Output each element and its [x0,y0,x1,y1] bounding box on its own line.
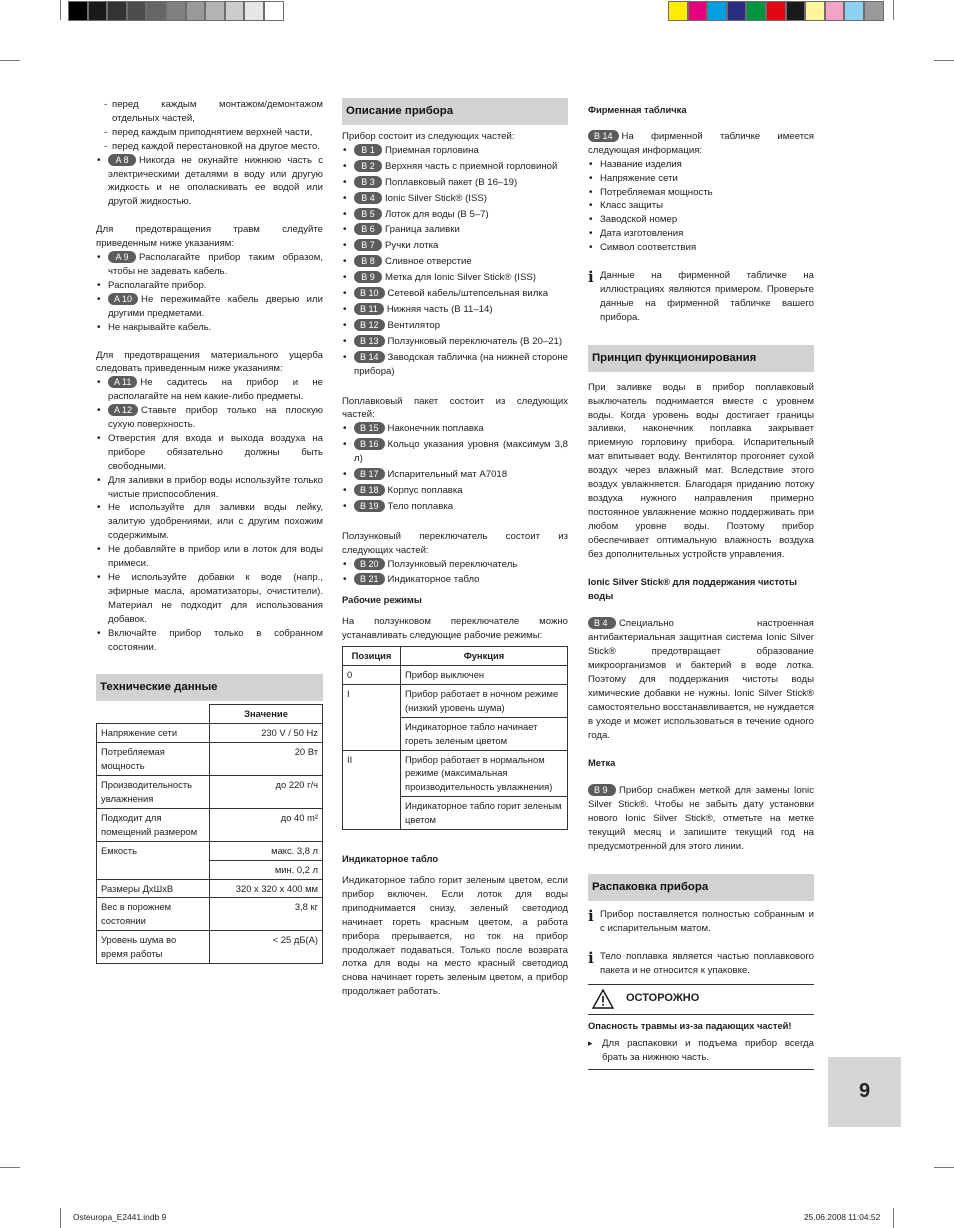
modes-header-position: Позиция [343,647,401,666]
ref-tag: B 10 [354,287,385,299]
ref-tag: A 11 [108,376,137,388]
damage-item [96,501,323,543]
tech-row [97,841,323,860]
ref-tag: B 18 [354,484,385,496]
unpack-note-2-text: Тело поплавка является частью поплавкового пакета и не относится к упаковке. [600,950,814,976]
color-swatch [805,1,825,21]
damage-item-text: Включайте прибор только в собранном состоянии. [108,627,323,653]
ref-tag: B 6 [354,223,382,235]
mark-heading: Метка [588,757,616,769]
plate-item: • Символ соответствия [588,241,814,255]
switch-part-item [342,573,568,587]
part-item [342,255,568,269]
part-item-text: Поплавковый пакет (B 16–19) [385,176,518,188]
part-item [342,160,568,174]
float-part-item [342,438,568,466]
part-item [342,208,568,222]
modes-row [343,666,568,685]
plate-item: • Класс защиты [588,199,814,213]
device-description-heading: Описание прибора [342,98,568,125]
part-item-text: Сетевой кабель/штепсельная вилка [387,288,549,300]
damage-item [96,404,323,432]
warning-triangle-icon [592,989,614,1009]
damage-item [96,571,323,627]
color-swatch [688,1,708,21]
tech-value: макс. 3,8 л [210,841,323,860]
ref-tag: B 4 [354,192,382,204]
unpack-note-2 [588,950,814,978]
tech-value: 320 x 320 x 400 мм [210,879,323,898]
ref-tag: A 9 [108,251,136,263]
part-item-text: Заводская табличка (на нижней стороне прибора) [354,351,568,377]
plate-item: • Название изделия [588,158,814,172]
column-right [588,98,814,1070]
tech-value: < 25 дБ(А) [210,931,323,964]
part-item [342,303,568,317]
injury-item-text: Не накрывайте кабель. [108,321,212,333]
mark-text: Прибор снабжен меткой для замены Ionic Silver Stick®. Чтобы не забыть дату установки нового Ionic Silver Stick®, отметьте на метке текущий месяц и запишите текущий год на предусмотренной для этого линии. [588,785,814,852]
tech-data-table [96,704,323,964]
crop-mark [893,0,894,20]
modes-row [343,684,568,717]
cmyk-color-bar [668,1,884,21]
mode-position: II [343,750,401,830]
tech-value: до 220 г/ч [210,776,323,809]
color-swatch [766,1,786,21]
part-item-text: Метка для Ionic Silver Stick® (ISS) [385,272,536,284]
damage-item [96,376,323,404]
parts-list [342,144,568,379]
ref-tag: B 2 [354,160,382,172]
info-icon: i [588,906,594,925]
switch-parts-list [342,558,568,588]
float-part-item [342,484,568,498]
damage-item-text: Не используйте для заливки воды лейку, залитую удобрениями, или с другим похожим содержимым. [108,502,323,542]
info-icon: i [588,948,594,967]
float-part-item [342,500,568,514]
iss-paragraph [588,617,814,742]
float-part-item-text: Кольцо указания уровня (максимум 3,8 л) [354,439,568,465]
mode-function: Прибор работает в нормальном режиме (максимальная производительность увлажнения) [401,750,568,797]
switch-part-item-text: Ползунковый переключатель [387,558,518,570]
ref-tag: B 20 [354,558,385,570]
gray-swatch [225,1,245,21]
mode-function: Индикаторное табло горит зеленым цветом [401,797,568,830]
crop-mark [0,1167,20,1168]
damage-item-text: Не добавляйте в прибор или в лоток для воды примеси. [108,544,323,570]
part-item [342,223,568,237]
color-swatch [707,1,727,21]
tech-row [97,879,323,898]
crop-mark [934,60,954,61]
mark-paragraph [588,784,814,854]
mode-function: Индикаторное табло начинает гореть зеленым цветом [401,717,568,750]
tech-data-heading: Технические данные [96,674,323,701]
part-item [342,335,568,349]
color-swatch [746,1,766,21]
color-swatch [727,1,747,21]
unpacking-heading: Распаковка прибора [588,874,814,901]
damage-item [96,627,323,655]
plate-item: • Потребляемая мощность [588,186,814,200]
principle-heading: Принцип функционирования [588,345,814,372]
gray-swatch [166,1,186,21]
tech-label: Подходит для помещений размером [97,808,210,841]
gray-swatch [127,1,147,21]
plate-intro-text: На фирменной табличке имеется следующая информация: [588,130,814,156]
crop-mark [893,1208,894,1228]
injury-item [96,293,323,321]
damage-item [96,432,323,474]
indicator-text: Индикаторное табло горит зеленым цветом, если прибор включен. Если лоток для воды приподнимается снизу, зеленый светодиод начинает гореть красным цветом, а работа прибора прерывается, но ток на прибор продолжает подаваться. Только после возврата лотка для воды на место красный светодиод снова начинает гореть зеленым цветом, а прибор продолжает работать. [342,874,568,998]
gray-swatch [88,1,108,21]
part-item-text: Ручки лотка [385,240,439,252]
tech-value: 3,8 кг [210,898,323,931]
gray-swatch [205,1,225,21]
float-part-item [342,422,568,436]
part-item-text: Ionic Silver Stick® (ISS) [385,192,487,204]
plate-intro [588,130,814,158]
plate-heading: Фирменная табличка [588,104,687,115]
injury-intro: Для предотвращения травм следуйте приведенным ниже указаниям: [96,224,323,250]
tech-row [97,808,323,841]
dash-item: - перед каждой перестановкой на другое место. [96,140,323,154]
color-swatch [825,1,845,21]
gray-swatch [264,1,284,21]
principle-text: При заливке воды в прибор поплавковый выключатель поднимается вместе с уровнем воды. Когда уровень воды достигает границы заливки, наконечник поплавка закрывает приемную горловину прибора. Испарительный мат впитывает воду. Вентилятор прогоняет сухой воздух через влажный мат. Вследствие этого воздух увлажняется. Благодаря приданию потоку воздуха нужного направления примерно постоянное увлажнение можно поддерживать при любом уровне воды. Поэтому прибор обеспечивает оптимальную влажность воздуха без дополнительных устройств управления. [588,381,814,560]
switch-intro: Ползунковый переключатель состоит из следующих частей: [342,530,568,556]
ref-tag: B 3 [354,176,382,188]
part-item [342,176,568,190]
ref-tag: B 9 [588,784,616,796]
switch-part-item [342,558,568,572]
tech-value: 230 V / 50 Hz [210,724,323,743]
unpack-note-1-text: Прибор поставляется полностью собранным и с испарительным матом. [600,908,814,934]
plate-item: • Дата изготовления [588,227,814,241]
modes-header-function: Функция [401,647,568,666]
float-part-item [342,468,568,482]
part-item-text: Ползунковый переключатель (B 20–21) [387,335,563,347]
crop-mark [934,1167,954,1168]
part-item [342,144,568,158]
tech-label: Емкость [97,841,210,860]
injury-item-text: Располагайте прибор таким образом, чтобы не задевать кабель. [108,252,323,277]
gray-swatch [68,1,88,21]
mode-position: 0 [343,666,401,685]
damage-item-text: Не садитесь на прибор и не располагайте на нем какие-либо предметы. [108,377,323,403]
plate-note-text: Данные на фирменной табличке на иллюстрациях являются примером. Проверьте данные на фирменной табличке вашего прибора. [600,270,814,323]
damage-intro: Для предотвращения материального ущерба следовать приведенным ниже указаниям: [96,349,323,375]
modes-row [343,750,568,797]
ref-tag: B 17 [354,468,385,480]
ref-tag: B 19 [354,500,385,512]
injury-list [96,251,323,334]
modes-heading: Рабочие режимы [342,594,422,606]
ref-tag: A 8 [108,154,136,166]
mode-function: Прибор работает в ночном режиме (низкий уровень шума) [401,684,568,717]
ref-tag: B 7 [354,239,382,251]
injury-item [96,251,323,279]
color-swatch [844,1,864,21]
tech-header-value: Значение [210,705,323,724]
iss-heading: Ionic Silver Stick® для поддержания чистоты воды [588,576,797,602]
gray-swatch [146,1,166,21]
parts-intro: Прибор состоит из следующих частей: [342,131,515,142]
tech-row [97,931,323,964]
damage-item-text: Для заливки в прибор воды используйте только чистые приспособления. [108,474,323,500]
ref-tag: B 16 [354,438,385,450]
damage-list [96,376,323,654]
tech-label [97,860,210,879]
ref-tag: B 8 [354,255,382,267]
gray-swatch [107,1,127,21]
dash-item: - перед каждым монтажом/демонтажом отдельных частей, [96,98,323,126]
part-item-text: Граница заливки [385,224,460,236]
caution-title: ОСТОРОЖНО [626,992,700,1005]
injury-item-text: Не пережимайте кабель дверью или другими предметами. [108,293,323,319]
part-item-text: Верхняя часть с приемной горловиной [385,160,558,172]
mode-function: Прибор выключен [401,666,568,685]
part-item-text: Лоток для воды (B 5–7) [385,208,489,220]
tech-value: мин. 0,2 л [210,860,323,879]
ref-tag: A 12 [108,404,138,416]
float-part-item-text: Испарительный мат A7018 [387,469,508,481]
plate-info-list [588,158,814,255]
caution-instruction: ▸ Для распаковки и подъема прибор всегда брать за нижнюю часть. [588,1037,814,1065]
column-middle [342,98,568,999]
part-item [342,287,568,301]
footer-timestamp: 25.06.2008 11:04:52 [804,1212,881,1222]
tech-row [97,776,323,809]
dash-item: - перед каждым приподнятием верхней части, [96,126,323,140]
ref-tag: B 14 [588,130,619,142]
injury-item [96,279,323,293]
tech-label: Потребляемая мощность [97,743,210,776]
ref-tag: B 11 [354,303,384,315]
ref-tag: B 14 [354,351,385,363]
caution-banner [588,984,814,1015]
tech-value: до 40 m² [210,808,323,841]
float-parts-list [342,422,568,513]
column-left [96,98,323,964]
part-item [342,192,568,206]
ref-tag: B 21 [354,573,385,585]
unpack-note-1 [588,908,814,936]
crop-mark [60,1208,61,1228]
gray-swatch [244,1,264,21]
iss-text: Специально настроенная антибактериальная защитная система Ionic Silver Stick® предотвращает образование микроорганизмов и бактерий в воде лотка. Поэтому для поддержания чистоты воды химические добавки не нужны. Ionic Silver Stick® самостоятельно восстанавливается, не нуждается в уходе и может использоваться в течение одного года. [588,618,814,741]
part-item [342,239,568,253]
ref-tag: B 9 [354,271,382,283]
tech-label: Напряжение сети [97,724,210,743]
intro-dash-list [96,98,323,154]
part-item-text: Приемная горловина [385,144,479,156]
gray-swatch [186,1,206,21]
color-swatch [786,1,806,21]
mode-position: I [343,684,401,750]
info-icon: i [588,268,594,287]
float-part-item-text: Корпус поплавка [387,484,463,496]
tech-row [97,743,323,776]
color-swatch [864,1,884,21]
ref-tag: B 4 [588,617,616,629]
injury-item-text: Располагайте прибор. [108,279,207,291]
part-item-text: Нижняя часть (B 11–14) [386,303,493,315]
plate-item: • Напряжение сети [588,172,814,186]
part-item [342,351,568,379]
float-part-item-text: Наконечник поплавка [387,423,484,435]
tech-label: Вес в порожнем состоянии [97,898,210,931]
ref-tag: B 5 [354,208,382,220]
tech-row [97,724,323,743]
damage-item-text: Отверстия для входа и выхода воздуха на приборе обязательно должны быть свободными. [108,432,323,472]
float-part-item-text: Тело поплавка [387,500,454,512]
damage-item [96,543,323,571]
part-item-text: Вентилятор [387,319,441,331]
ref-tag: B 13 [354,335,385,347]
modes-intro: На ползунковом переключателе можно устанавливать следующие рабочие режимы: [342,616,568,642]
page-number: 9 [828,1057,901,1127]
ref-tag: A 10 [108,293,138,305]
color-swatch [668,1,688,21]
damage-item-text: Не используйте добавки к воде (напр., эфирные масла, ароматизаторы, очистители). Материал не подходит для использования добавок. [108,572,323,625]
a8-text: Никогда не окунайте нижнюю часть с электрическими деталями в воду или другую жидкость и не ополаскивать ее водой или другой жидкостью. [108,154,323,208]
part-item [342,319,568,333]
plate-note [588,269,814,325]
footer-file: Osteuropa_E2441.indb 9 [73,1212,167,1222]
tech-row [97,898,323,931]
modes-table [342,646,568,830]
tech-label: Уровень шума во время работы [97,931,210,964]
plate-item: • Заводской номер [588,213,814,227]
tech-label: Производительность увлажнения [97,776,210,809]
switch-part-item-text: Индикаторное табло [387,574,480,586]
part-item [342,271,568,285]
gray-color-bar [68,1,284,21]
ref-tag: B 1 [354,144,382,156]
crop-mark [60,0,61,20]
float-intro: Поплавковый пакет состоит из следующих частей: [342,395,568,421]
tech-label: Размеры ДхШхВ [97,879,210,898]
ref-tag: B 15 [354,422,385,434]
injury-item [96,321,323,335]
damage-item-text: Ставьте прибор только на плоскую сухую поверхность. [108,405,323,431]
indicator-heading: Индикаторное табло [342,853,439,865]
tech-value: 20 Вт [210,743,323,776]
caution-subtitle: Опасность травмы из-за падающих частей! [588,1019,792,1031]
tech-row [97,860,323,879]
part-item-text: Сливное отверстие [385,256,472,268]
damage-item [96,474,323,502]
crop-mark [0,60,20,61]
ref-tag: B 12 [354,319,385,331]
a8-warning [96,154,323,210]
